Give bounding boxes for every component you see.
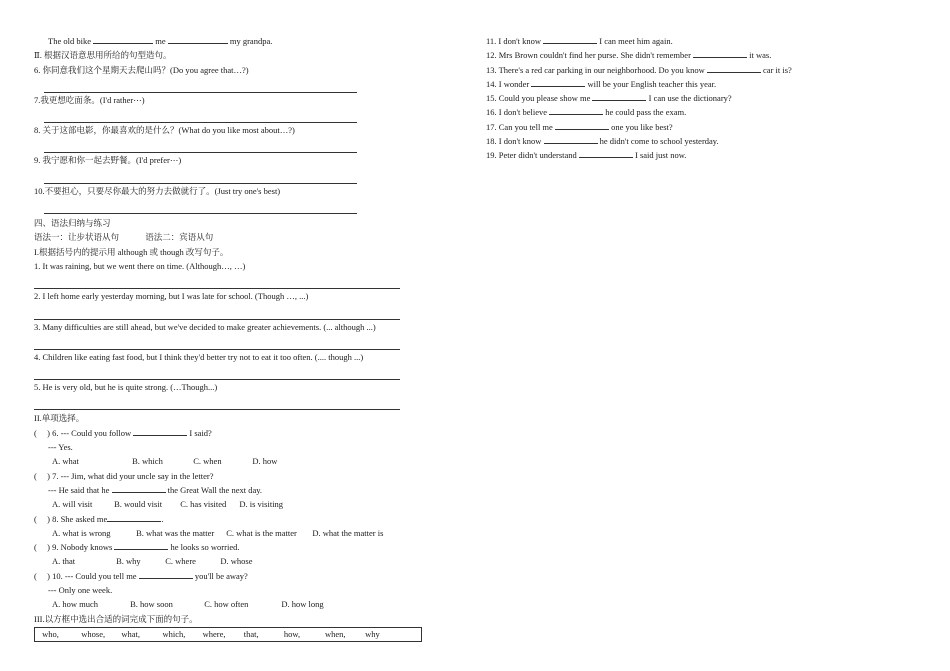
option-c[interactable]: C. has visited — [180, 499, 227, 510]
section-ii-title: Ⅱ. 根据汉语意思用所给的句型造句。 — [34, 50, 172, 61]
answer-blank[interactable] — [707, 63, 761, 73]
mc-stem: 8. She asked me — [52, 513, 108, 524]
option-b[interactable]: B. which — [132, 456, 163, 467]
translate-item — [34, 184, 424, 214]
translate-item — [34, 93, 424, 123]
option-b[interactable]: B. would visit — [114, 499, 163, 510]
paren-close: ) — [47, 427, 50, 438]
answer-blank[interactable] — [168, 34, 228, 44]
mc-reply — [34, 483, 424, 497]
mc-stem-end: . — [161, 513, 164, 524]
option-c[interactable]: C. what is the matter — [226, 527, 297, 538]
paren-close: ) — [47, 570, 50, 581]
mc-stem-end: I said? — [189, 427, 212, 438]
answer-blank[interactable] — [531, 77, 585, 87]
mc-question — [34, 426, 424, 440]
answer-line[interactable] — [44, 77, 357, 93]
answer-blank[interactable] — [139, 569, 193, 579]
mc-options — [34, 526, 424, 540]
option-d[interactable]: D. how long — [281, 599, 324, 610]
grammar-heading: 四、语法归纳与练习 — [34, 218, 111, 229]
answer-line[interactable] — [34, 334, 400, 350]
answer-line[interactable] — [34, 394, 400, 410]
rewrite-prompt: 4. Children like eating fast food, but I think they'd better try not to eat it too often. (.... though ...) — [34, 351, 364, 362]
fill-item — [486, 105, 906, 119]
option-a[interactable]: A. that — [52, 556, 76, 567]
grammar-topic-2: 语法二：宾语从句 — [145, 232, 214, 243]
right-column — [486, 34, 906, 163]
option-a[interactable]: A. what — [52, 456, 79, 467]
answer-blank[interactable] — [549, 105, 603, 115]
fill-item — [486, 91, 906, 105]
option-a[interactable]: A. what is wrong — [52, 527, 111, 538]
mc-title: II.单项选择。 — [34, 413, 85, 424]
fill-pre: 11. I don't know — [486, 36, 542, 46]
grammar-topics — [34, 230, 424, 244]
answer-blank[interactable] — [555, 120, 609, 130]
mc-reply-post: the Great Wall the next day. — [167, 484, 263, 495]
mc-options — [34, 497, 424, 511]
answer-blank[interactable] — [114, 540, 168, 550]
paren-open: ( — [34, 513, 37, 524]
rewrite-item — [34, 320, 424, 350]
answer-blank[interactable] — [579, 148, 633, 158]
mc-options — [34, 597, 424, 611]
bike-text-b: me — [155, 36, 166, 46]
mc-question — [34, 540, 424, 554]
option-b[interactable]: B. why — [116, 556, 141, 567]
rewrite-item — [34, 259, 424, 289]
rewrite-prompt: 5. He is very old, but he is quite strong. (…Though...) — [34, 382, 218, 393]
translate-item — [34, 63, 424, 93]
translate-prompt: 9. 我宁愿和你一起去野餐。(I'd prefer⋯) — [34, 155, 182, 166]
option-d[interactable]: D. what the matter is — [312, 527, 384, 538]
mc-options — [34, 554, 424, 568]
answer-line[interactable] — [34, 273, 400, 289]
answer-line[interactable] — [34, 364, 400, 380]
option-d[interactable]: D. is visiting — [239, 499, 284, 510]
mc-stem-end: he looks so worried. — [170, 542, 240, 553]
mc-stem: 6. --- Could you follow — [52, 427, 132, 438]
fill-item — [486, 34, 906, 48]
option-c[interactable]: C. when — [193, 456, 222, 467]
fill-post: I said just now. — [635, 150, 687, 161]
fill-item — [486, 48, 906, 62]
option-a[interactable]: A. how much — [52, 599, 99, 610]
fill-pre: 16. I don't believe — [486, 107, 548, 118]
mc-reply: --- Yes. — [48, 442, 73, 453]
answer-blank[interactable] — [693, 48, 747, 58]
bike-text-c: my grandpa. — [229, 36, 273, 46]
option-c[interactable]: C. where — [165, 556, 196, 567]
answer-line[interactable] — [44, 137, 357, 153]
fill-pre: 19. Peter didn't understand — [486, 150, 577, 161]
answer-blank[interactable] — [107, 512, 164, 524]
paren-open: ( — [34, 542, 37, 553]
word-that: that, — [243, 628, 259, 639]
fill-item — [486, 148, 906, 162]
translate-prompt: 6. 你同意我们这个星期天去爬山吗？(Do you agree that…?) — [34, 64, 249, 75]
fill-post: one you like best? — [611, 121, 673, 132]
mc-question — [34, 569, 424, 583]
word-which: which, — [162, 628, 186, 639]
fill-post: he didn't come to school yesterday. — [599, 136, 719, 147]
word-who: who, — [42, 628, 59, 639]
fill-item — [486, 134, 906, 148]
mc-question — [34, 469, 424, 483]
fill-pre: 17. Can you tell me — [486, 121, 553, 132]
fill-post: it was. — [749, 50, 772, 61]
mc-question — [34, 512, 424, 526]
rewrite-item — [34, 350, 424, 380]
rewrite-item — [34, 380, 424, 410]
rewrite-prompt: 1. It was raining, but we went there on time. (Although…, …) — [34, 260, 246, 271]
word-when: when, — [325, 628, 346, 639]
fill-pre: 15. Could you please show me — [486, 93, 591, 104]
fill-post: will be your English teacher this year. — [587, 78, 717, 89]
rewrite-item — [34, 289, 424, 319]
translate-prompt: 7.我更想吃面条。(I'd rather⋯) — [34, 94, 145, 105]
rewrite-prompt: 2. I left home early yesterday morning, but I was late for school. (Though …, ...) — [34, 291, 309, 302]
paren-close: ) — [47, 513, 50, 524]
word-where: where, — [202, 628, 226, 639]
answer-line[interactable] — [44, 168, 357, 184]
option-b[interactable]: B. how soon — [130, 599, 173, 610]
grammar-topic-1: 语法一：让步状语从句 — [34, 232, 120, 243]
word-whose: whose, — [81, 628, 106, 639]
fill-item — [486, 120, 906, 134]
paren-open: ( — [34, 427, 37, 438]
option-d[interactable]: D. how — [252, 456, 278, 467]
option-b[interactable]: B. what was the matter — [136, 527, 215, 538]
rewrite-title: I.根据括号内的提示用 although 或 though 改写句子。 — [34, 246, 229, 257]
paren-open: ( — [34, 570, 37, 581]
left-column — [34, 34, 424, 642]
fill-post: car it is? — [763, 64, 792, 75]
mc-stem-end: you'll be away? — [194, 570, 248, 581]
fill-post: he could pass the exam. — [605, 107, 687, 118]
word-why: why — [365, 628, 380, 639]
fill-item — [486, 63, 906, 77]
paren-close: ) — [47, 542, 50, 553]
answer-blank[interactable] — [133, 426, 187, 436]
fill-post: I can use the dictionary? — [648, 93, 732, 104]
mc-reply-pre: --- He said that he — [48, 484, 110, 495]
word-box-title: III.以方框中选出合适的词完成下面的句子。 — [34, 613, 198, 624]
fill-pre: 14. I wonder — [486, 78, 530, 89]
fill-post: I can meet him again. — [599, 36, 673, 46]
word-box — [34, 627, 422, 642]
option-a[interactable]: A. will visit — [52, 499, 93, 510]
translate-item — [34, 123, 424, 153]
fill-item — [486, 77, 906, 91]
translate-prompt: 10.不要担心，只要尽你最大的努力去做就行了。(Just try one's best) — [34, 185, 281, 196]
bike-sentence — [34, 34, 424, 48]
word-what: what, — [121, 628, 141, 639]
option-c[interactable]: C. how often — [204, 599, 249, 610]
fill-pre: 12. Mrs Brown couldn't find her purse. She didn't remember — [486, 50, 691, 61]
paren-open: ( — [34, 470, 37, 481]
answer-blank[interactable] — [592, 91, 646, 101]
paren-close: ) — [47, 470, 50, 481]
mc-stem: 7. --- Jim, what did your uncle say in the letter? — [52, 470, 214, 481]
mc-stem: 9. Nobody knows — [52, 542, 113, 553]
mc-options — [34, 454, 424, 468]
mc-reply: --- Only one week. — [48, 585, 113, 596]
word-how: how, — [283, 628, 301, 639]
rewrite-prompt: 3. Many difficulties are still ahead, but we've decided to make greater achievements. (... although ...) — [34, 321, 376, 332]
answer-blank[interactable] — [93, 34, 153, 44]
fill-pre: 13. There's a red car parking in our neighborhood. Do you know — [486, 64, 705, 75]
answer-blank[interactable] — [543, 34, 597, 44]
option-d[interactable]: D. whose — [220, 556, 253, 567]
translate-prompt: 8. 关于这部电影，你最喜欢的是什么？(What do you like most about…?) — [34, 125, 295, 136]
answer-line[interactable] — [44, 198, 357, 214]
fill-pre: 18. I don't know — [486, 136, 542, 147]
mc-stem: 10. --- Could you tell me — [52, 570, 137, 581]
answer-blank[interactable] — [544, 134, 598, 144]
answer-line[interactable] — [44, 107, 357, 123]
answer-line[interactable] — [34, 304, 400, 320]
bike-text-a: The old bike — [48, 36, 91, 46]
answer-blank[interactable] — [112, 483, 166, 493]
translate-item — [34, 153, 424, 183]
